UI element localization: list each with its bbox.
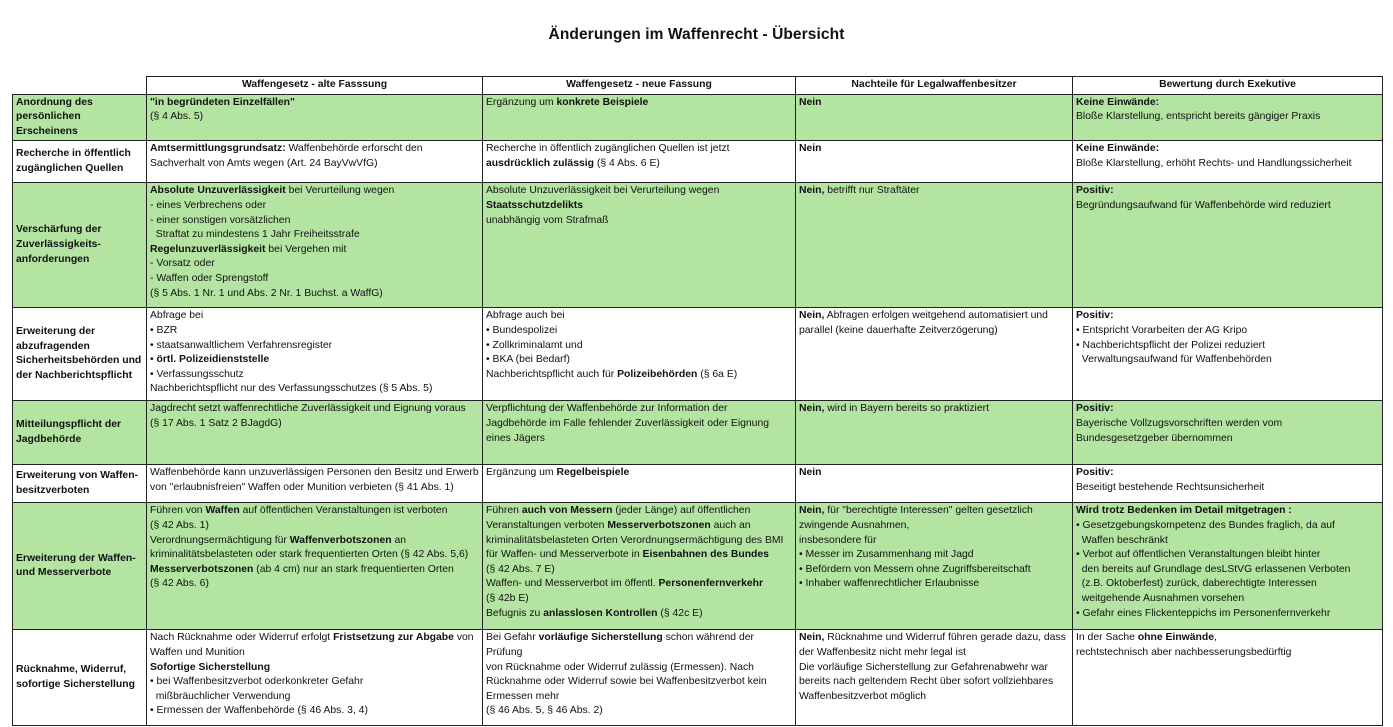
cell-line (150, 287, 479, 302)
text-run: • staatsanwaltlichem Verfahrensregister (150, 339, 333, 351)
cell-eval (1073, 465, 1383, 503)
cell-disadv (796, 183, 1073, 308)
text-run: (§ 42 Abs. 7 E) (486, 563, 555, 575)
cell-line (150, 631, 479, 646)
cell-disadv (796, 465, 1073, 503)
text-run: • Zollkriminalamt und (486, 339, 583, 351)
table-row (13, 503, 1383, 630)
text-run: für "berechtigte Interessen" gelten gesetzlich (824, 505, 1033, 517)
cell-line (150, 184, 479, 199)
text-run: Ergänzung um (486, 467, 557, 479)
cell-line (150, 96, 479, 111)
text-run: Bloße Klarstellung, entspricht bereits gängiger Praxis (1076, 111, 1321, 123)
text-run: Rücknahme oder Widerruf sowie bei Waffenbesitzverbot kein (486, 676, 767, 688)
cell-new (483, 183, 796, 308)
cell-old (147, 183, 483, 308)
cell-line (486, 309, 792, 324)
column-header-old-law: Waffengesetz - alte Fasssung (147, 77, 483, 95)
text-run: Waffenbehörde erforscht den (285, 143, 423, 155)
cell-line (486, 368, 792, 383)
cell-line (1076, 402, 1379, 417)
cell-line (150, 646, 479, 661)
text-run: Keine Einwände: (1076, 96, 1160, 108)
text-run: parallel (keine dauerhafte Zeitverzögerung) (799, 324, 998, 336)
cell-line (486, 466, 792, 481)
text-run: Abfrage bei (150, 310, 204, 322)
text-run: vorläufige Sicherstellung (538, 632, 663, 644)
cell-line (1076, 432, 1379, 447)
cell-line (150, 690, 479, 705)
text-run: weitgehende Ausnahmen vorsehen (1076, 592, 1245, 604)
row-topic: Mitteilungspflicht der Jagdbehörde (13, 401, 147, 465)
text-run: Waffen (205, 505, 240, 517)
text-run: Bloße Klarstellung, erhöht Rechts- und Handlungssicherheit (1076, 157, 1352, 169)
cell-line (1076, 607, 1379, 622)
cell-line (486, 353, 792, 368)
cell-line (486, 157, 792, 172)
text-run: kriminalitätsbelasteten Orten Verordnungsermächtigung des BMI (486, 534, 784, 546)
cell-line (486, 577, 792, 592)
cell-old (147, 401, 483, 465)
cell-line (799, 563, 1069, 578)
cell-line (799, 324, 1069, 339)
text-run: von "erlaubnisfreien" Waffen oder Munition verbieten (§ 41 Abs. 1) (150, 481, 454, 493)
cell-line (150, 466, 479, 481)
text-run: Nein (799, 143, 822, 155)
cell-line (150, 309, 479, 324)
text-run: Wird trotz Bedenken im Detail mitgetragen : (1076, 505, 1292, 517)
text-run: Waffenverbotszonen (289, 534, 392, 546)
text-run: • Inhaber waffenrechtlicher Erlaubnisse (799, 578, 980, 590)
text-run: Waffenbehörde kann unzuverlässigen Personen den Besitz und Erwerb (150, 467, 479, 479)
text-run: Jagdrecht setzt waffenrechtliche Zuverlässigkeit und Eignung voraus (150, 403, 466, 415)
text-run: • Messer im Zusammenhang mit Jagd (799, 549, 974, 561)
cell-line (150, 534, 479, 549)
cell-line (1076, 504, 1379, 519)
text-run: (§ 42b E) (486, 592, 529, 604)
cell-line (1076, 353, 1379, 368)
text-run: Jagdbehörde im Falle fehlender Zuverlässigkeit oder Eignung (486, 417, 770, 429)
cell-disadv (796, 401, 1073, 465)
text-run: (§ 42 Abs. 1) (150, 519, 209, 531)
table-row (13, 183, 1383, 308)
cell-line (486, 631, 792, 660)
column-header-disadvantages: Nachteile für Legalwaffenbesitzer (796, 77, 1073, 95)
text-run: • Befördern von Messern ohne Zugriffsbereitschaft (799, 563, 1031, 575)
row-topic: Rücknahme, Widerruf, sofortige Sicherstellung (13, 630, 147, 726)
cell-line (799, 519, 1069, 534)
cell-line (150, 368, 479, 383)
text-run: ohne Einwände (1137, 632, 1215, 644)
text-run: Waffen beschränkt (1076, 534, 1168, 546)
cell-line (799, 646, 1069, 661)
cell-line (799, 96, 1069, 111)
cell-line (150, 704, 479, 719)
cell-line (486, 675, 792, 690)
cell-line (799, 675, 1069, 690)
text-run: In der Sache (1076, 632, 1138, 644)
cell-line (150, 519, 479, 534)
text-run: (z.B. Oktoberfest) zurück, daberechtigte Interessen (1076, 578, 1317, 590)
cell-line (1076, 563, 1379, 578)
text-run: Waffen- und Messerverbot im öffentl. (486, 578, 659, 590)
text-run: Nein, (799, 505, 825, 517)
cell-old (147, 503, 483, 630)
cell-line (150, 402, 479, 417)
cell-line (486, 661, 792, 676)
cell-disadv (796, 630, 1073, 726)
text-run: insbesondere für (799, 534, 877, 546)
text-run: (§ 46 Abs. 5, § 46 Abs. 2) (486, 705, 603, 717)
cell-line (486, 417, 792, 432)
cell-line (486, 199, 792, 214)
text-run: anlasslosen Kontrollen (543, 607, 658, 619)
cell-line (150, 142, 479, 157)
cell-line (799, 548, 1069, 563)
cell-line (486, 592, 792, 607)
cell-disadv (796, 94, 1073, 141)
cell-line (799, 577, 1069, 592)
cell-line (150, 675, 479, 690)
text-run: bei Vergehen mit (265, 243, 347, 255)
text-run: Veranstaltungen verboten (486, 519, 608, 531)
text-run: auch von Messern (521, 505, 613, 517)
cell-line (150, 214, 479, 229)
cell-line (1076, 631, 1379, 646)
cell-line (150, 353, 479, 368)
text-run: Messerverbotszonen (150, 563, 254, 575)
text-run: Keine Einwände: (1076, 143, 1160, 155)
cell-line (1076, 110, 1379, 125)
cell-line (150, 504, 479, 519)
text-run: Nein, (799, 403, 825, 415)
cell-line (486, 563, 792, 578)
text-run: Positiv: (1076, 467, 1114, 479)
cell-line (799, 184, 1069, 199)
text-run: von (453, 632, 474, 644)
waffenrecht-table (12, 76, 1383, 726)
text-run: (§ 17 Abs. 1 Satz 2 BJagdG) (150, 417, 282, 429)
column-header-new-law: Waffengesetz - neue Fassung (483, 77, 796, 95)
text-run: • Gesetzgebungskompetenz des Bundes fraglich, da auf (1076, 519, 1335, 531)
text-run: Abfragen erfolgen weitgehend automatisiert und (824, 310, 1048, 322)
text-run: wird in Bayern bereits so praktiziert (824, 403, 989, 415)
text-run: Positiv: (1076, 310, 1114, 322)
text-run: Nein (799, 96, 822, 108)
cell-line (799, 142, 1069, 157)
cell-line (486, 184, 792, 199)
text-run: Beseitigt bestehende Rechtsunsicherheit (1076, 481, 1265, 493)
cell-line (1076, 324, 1379, 339)
cell-line (486, 339, 792, 354)
cell-old (147, 308, 483, 401)
text-run: Verpflichtung der Waffenbehörde zur Information der (486, 403, 728, 415)
cell-old (147, 141, 483, 183)
text-run: den bereits auf Grundlage desLStVG erlassenen Verboten (1076, 563, 1351, 575)
cell-line (486, 324, 792, 339)
text-run: Eisenbahnen des Bundes (642, 549, 769, 561)
cell-line (486, 432, 792, 447)
cell-eval (1073, 141, 1383, 183)
text-run: Waffenbesitzverbot möglich (799, 690, 927, 702)
text-run: • BKA (bei Bedarf) (486, 354, 570, 366)
cell-line (1076, 534, 1379, 549)
text-run: "in begründeten Einzelfällen" (150, 96, 295, 108)
cell-line (799, 309, 1069, 324)
cell-line (1076, 519, 1379, 534)
cell-new (483, 630, 796, 726)
cell-line (486, 96, 792, 111)
text-run: Nein, (799, 632, 825, 644)
text-run: Bei Gefahr (486, 632, 539, 644)
cell-line (150, 324, 479, 339)
text-run: bereits nach geltendem Recht über sofort vollziehbares (799, 676, 1054, 688)
text-run: (§ 42c E) (657, 607, 703, 619)
cell-new (483, 141, 796, 183)
row-topic: Erweiterung der Waffen- und Messerverbote (13, 503, 147, 630)
cell-line (150, 339, 479, 354)
row-topic: Recherche in öffentlich zugänglichen Quellen (13, 141, 147, 183)
cell-line (486, 504, 792, 519)
text-run: Fristsetzung zur Abgabe (333, 632, 454, 644)
table-row (13, 141, 1383, 183)
cell-line (150, 199, 479, 214)
cell-line (150, 157, 479, 172)
column-header-evaluation: Bewertung durch Exekutive (1073, 77, 1383, 95)
cell-line (150, 257, 479, 272)
cell-eval (1073, 630, 1383, 726)
text-run: - Waffen oder Sprengstoff (150, 272, 269, 284)
text-run: (§ 42 Abs. 6) (150, 578, 209, 590)
text-run: Regelunzuverlässigkeit (150, 243, 266, 255)
cell-line (1076, 548, 1379, 563)
cell-line (486, 142, 792, 157)
cell-line (1076, 592, 1379, 607)
text-run: Recherche in öffentlich zugänglichen Quellen ist jetzt (486, 143, 730, 155)
text-run: Nein, (799, 310, 825, 322)
cell-line (1076, 96, 1379, 111)
cell-line (150, 577, 479, 592)
text-run: Verwaltungsaufwand für Waffenbehörden (1076, 354, 1272, 366)
cell-line (486, 607, 792, 622)
cell-line (799, 534, 1069, 549)
text-run: (jeder Länge) auf öffentlichen (612, 505, 751, 517)
cell-line (150, 563, 479, 578)
cell-line (799, 690, 1069, 705)
cell-old (147, 465, 483, 503)
cell-line (1076, 184, 1379, 199)
text-run: an (391, 534, 407, 546)
cell-line (150, 548, 479, 563)
text-run: Bayerische Vollzugsvorschriften werden vom (1076, 417, 1283, 429)
text-run: Begründungsaufwand für Waffenbehörde wird reduziert (1076, 199, 1331, 211)
text-run: Bundesgesetzgeber übernommen (1076, 432, 1233, 444)
cell-line (150, 228, 479, 243)
cell-line (486, 519, 792, 534)
text-run: Staatsschutzdelikts (486, 199, 584, 211)
row-topic: Erweiterung von Waffen-besitzverboten (13, 465, 147, 503)
cell-line (486, 690, 792, 705)
cell-line (799, 504, 1069, 519)
text-run: zwingende Ausnahmen, (799, 519, 910, 531)
cell-new (483, 401, 796, 465)
text-run: • bei Waffenbesitzverbot oderkonkreter Gefahr (150, 676, 364, 688)
cell-line (486, 548, 792, 563)
text-run: Nachberichtspflicht nur des Verfassungsschutzes (§ 5 Abs. 5) (150, 383, 433, 395)
text-run: (§ 6a E) (697, 368, 738, 380)
text-run: Nachberichtspflicht auch für (486, 368, 618, 380)
cell-disadv (796, 503, 1073, 630)
cell-new (483, 308, 796, 401)
text-run: Amtsermittlungsgrundsatz: (150, 143, 286, 155)
text-run: Waffen und Munition (150, 646, 245, 658)
text-run: kriminalitätsbelasteten oder stark frequentierten Orten (§ 42 Abs. 5,6) (150, 549, 469, 561)
cell-line (799, 402, 1069, 417)
text-run: ausdrücklich zulässig (486, 157, 594, 169)
text-run: auf öffentlichen Veranstaltungen ist verboten (239, 505, 448, 517)
cell-line (799, 466, 1069, 481)
text-run: Ergänzung um (486, 96, 557, 108)
text-run: Verordnungsermächtigung für (150, 534, 290, 546)
text-run: bei Verurteilung wegen (285, 185, 395, 197)
text-run: • Entspricht Vorarbeiten der AG Kripo (1076, 324, 1248, 336)
text-run: von Rücknahme oder Widerruf zulässig (Ermessen). Nach (486, 661, 754, 673)
cell-old (147, 630, 483, 726)
text-run: Positiv: (1076, 403, 1114, 415)
text-run: Führen von (150, 505, 206, 517)
cell-line (150, 243, 479, 258)
cell-line (799, 631, 1069, 646)
text-run: Nein (799, 467, 822, 479)
text-run: • Verfassungsschutz (150, 368, 244, 380)
page-title: Änderungen im Waffenrecht - Übersicht (548, 26, 845, 43)
cell-line (1076, 577, 1379, 592)
cell-disadv (796, 308, 1073, 401)
text-run: betrifft nur Straftäter (824, 185, 920, 197)
text-run: der Waffenbesitz nicht mehr legal ist (799, 646, 966, 658)
text-run: rechtstechnisch aber nachbesserungsbedürftig (1076, 646, 1292, 658)
cell-line (150, 272, 479, 287)
text-run: Ermessen mehr (486, 690, 560, 702)
cell-line (1076, 646, 1379, 661)
cell-line (150, 417, 479, 432)
text-run: Polizeibehörden (617, 368, 698, 380)
text-run: (ab 4 cm) nur an stark frequentierten Orten (253, 563, 454, 575)
cell-line (150, 661, 479, 676)
cell-line (799, 661, 1069, 676)
cell-eval (1073, 308, 1383, 401)
text-run: Rücknahme und Widerruf führen gerade dazu, dass (824, 632, 1066, 644)
text-run: Absolute Unzuverlässigkeit bei Verurteilung wegen (486, 185, 720, 197)
text-run: Straftat zu mindestens 1 Jahr Freiheitsstrafe (150, 229, 360, 241)
cell-line (1076, 157, 1379, 172)
table-row (13, 308, 1383, 401)
text-run: • BZR (150, 324, 178, 336)
text-run: - einer sonstigen vorsätzlichen (150, 214, 291, 226)
text-run: , (1214, 632, 1217, 644)
text-run: Die vorläufige Sicherstellung zur Gefahrenabwehr war (799, 661, 1048, 673)
cell-line (150, 110, 479, 125)
cell-line (486, 214, 792, 229)
text-run: schon während der Prüfung (486, 632, 757, 658)
cell-new (483, 465, 796, 503)
cell-line (1076, 339, 1379, 354)
cell-eval (1073, 503, 1383, 630)
text-run: örtl. Polizeidienststelle (156, 354, 270, 366)
cell-line (486, 704, 792, 719)
table-row (13, 401, 1383, 465)
text-run: Nein, (799, 185, 825, 197)
cell-line (486, 534, 792, 549)
cell-line (1076, 466, 1379, 481)
text-run: - eines Verbrechens oder (150, 199, 267, 211)
text-run: konkrete Beispiele (556, 96, 649, 108)
cell-eval (1073, 401, 1383, 465)
text-run: • (150, 354, 157, 366)
text-run: Führen (486, 505, 522, 517)
text-run: Absolute Unzuverlässigkeit (150, 185, 286, 197)
text-run: (§ 4 Abs. 5) (150, 111, 204, 123)
text-run: eines Jägers (486, 432, 545, 444)
text-run: Befugnis zu (486, 607, 544, 619)
text-run: Abfrage auch bei (486, 310, 565, 322)
text-run: für Waffen- und Messerverbote in (486, 549, 643, 561)
text-run: Regelbeispiele (556, 467, 630, 479)
cell-line (1076, 481, 1379, 496)
text-run: Sachverhalt von Amts wegen (Art. 24 BayVwVfG) (150, 157, 378, 169)
text-run: Nach Rücknahme oder Widerruf erfolgt (150, 632, 334, 644)
cell-line (1076, 417, 1379, 432)
text-run: unabhängig vom Strafmaß (486, 214, 609, 226)
table-row (13, 630, 1383, 726)
cell-line (1076, 199, 1379, 214)
cell-line (150, 382, 479, 397)
row-topic: Anordnung des persönlichen Erscheinens (13, 94, 147, 141)
cell-eval (1073, 183, 1383, 308)
table-row (13, 465, 1383, 503)
text-run: (§ 5 Abs. 1 Nr. 1 und Abs. 2 Nr. 1 Buchst. a WaffG) (150, 287, 383, 299)
text-run: • Nachberichtspflicht der Polizei reduziert (1076, 339, 1266, 351)
cell-line (486, 402, 792, 417)
table-row (13, 94, 1383, 141)
cell-line (1076, 142, 1379, 157)
text-run: Sofortige Sicherstellung (150, 661, 271, 673)
corner-cell (13, 77, 147, 95)
cell-old (147, 94, 483, 141)
text-run: (§ 4 Abs. 6 E) (594, 157, 660, 169)
cell-line (1076, 309, 1379, 324)
text-run: - Vorsatz oder (150, 258, 215, 270)
row-topic: Erweiterung der abzufragenden Sicherheitsbehörden und der Nachberichtspflicht (13, 308, 147, 401)
cell-eval (1073, 94, 1383, 141)
text-run: • Ermessen der Waffenbehörde (§ 46 Abs. 3, 4) (150, 705, 368, 717)
text-run: Positiv: (1076, 185, 1114, 197)
text-run: • Verbot auf öffentlichen Veranstaltungen bleibt hinter (1076, 549, 1321, 561)
text-run: Personenfernverkehr (658, 578, 764, 590)
cell-new (483, 94, 796, 141)
text-run: • Gefahr eines Flickenteppichs im Personenfernverkehr (1076, 607, 1331, 619)
text-run: • Bundespolizei (486, 324, 558, 336)
row-topic: Verschärfung der Zuverlässigkeits-anforderungen (13, 183, 147, 308)
text-run: mißbräuchlicher Verwendung (150, 690, 291, 702)
text-run: auch an (710, 519, 751, 531)
cell-disadv (796, 141, 1073, 183)
cell-line (150, 481, 479, 496)
cell-new (483, 503, 796, 630)
text-run: Messerverbotszonen (607, 519, 711, 531)
